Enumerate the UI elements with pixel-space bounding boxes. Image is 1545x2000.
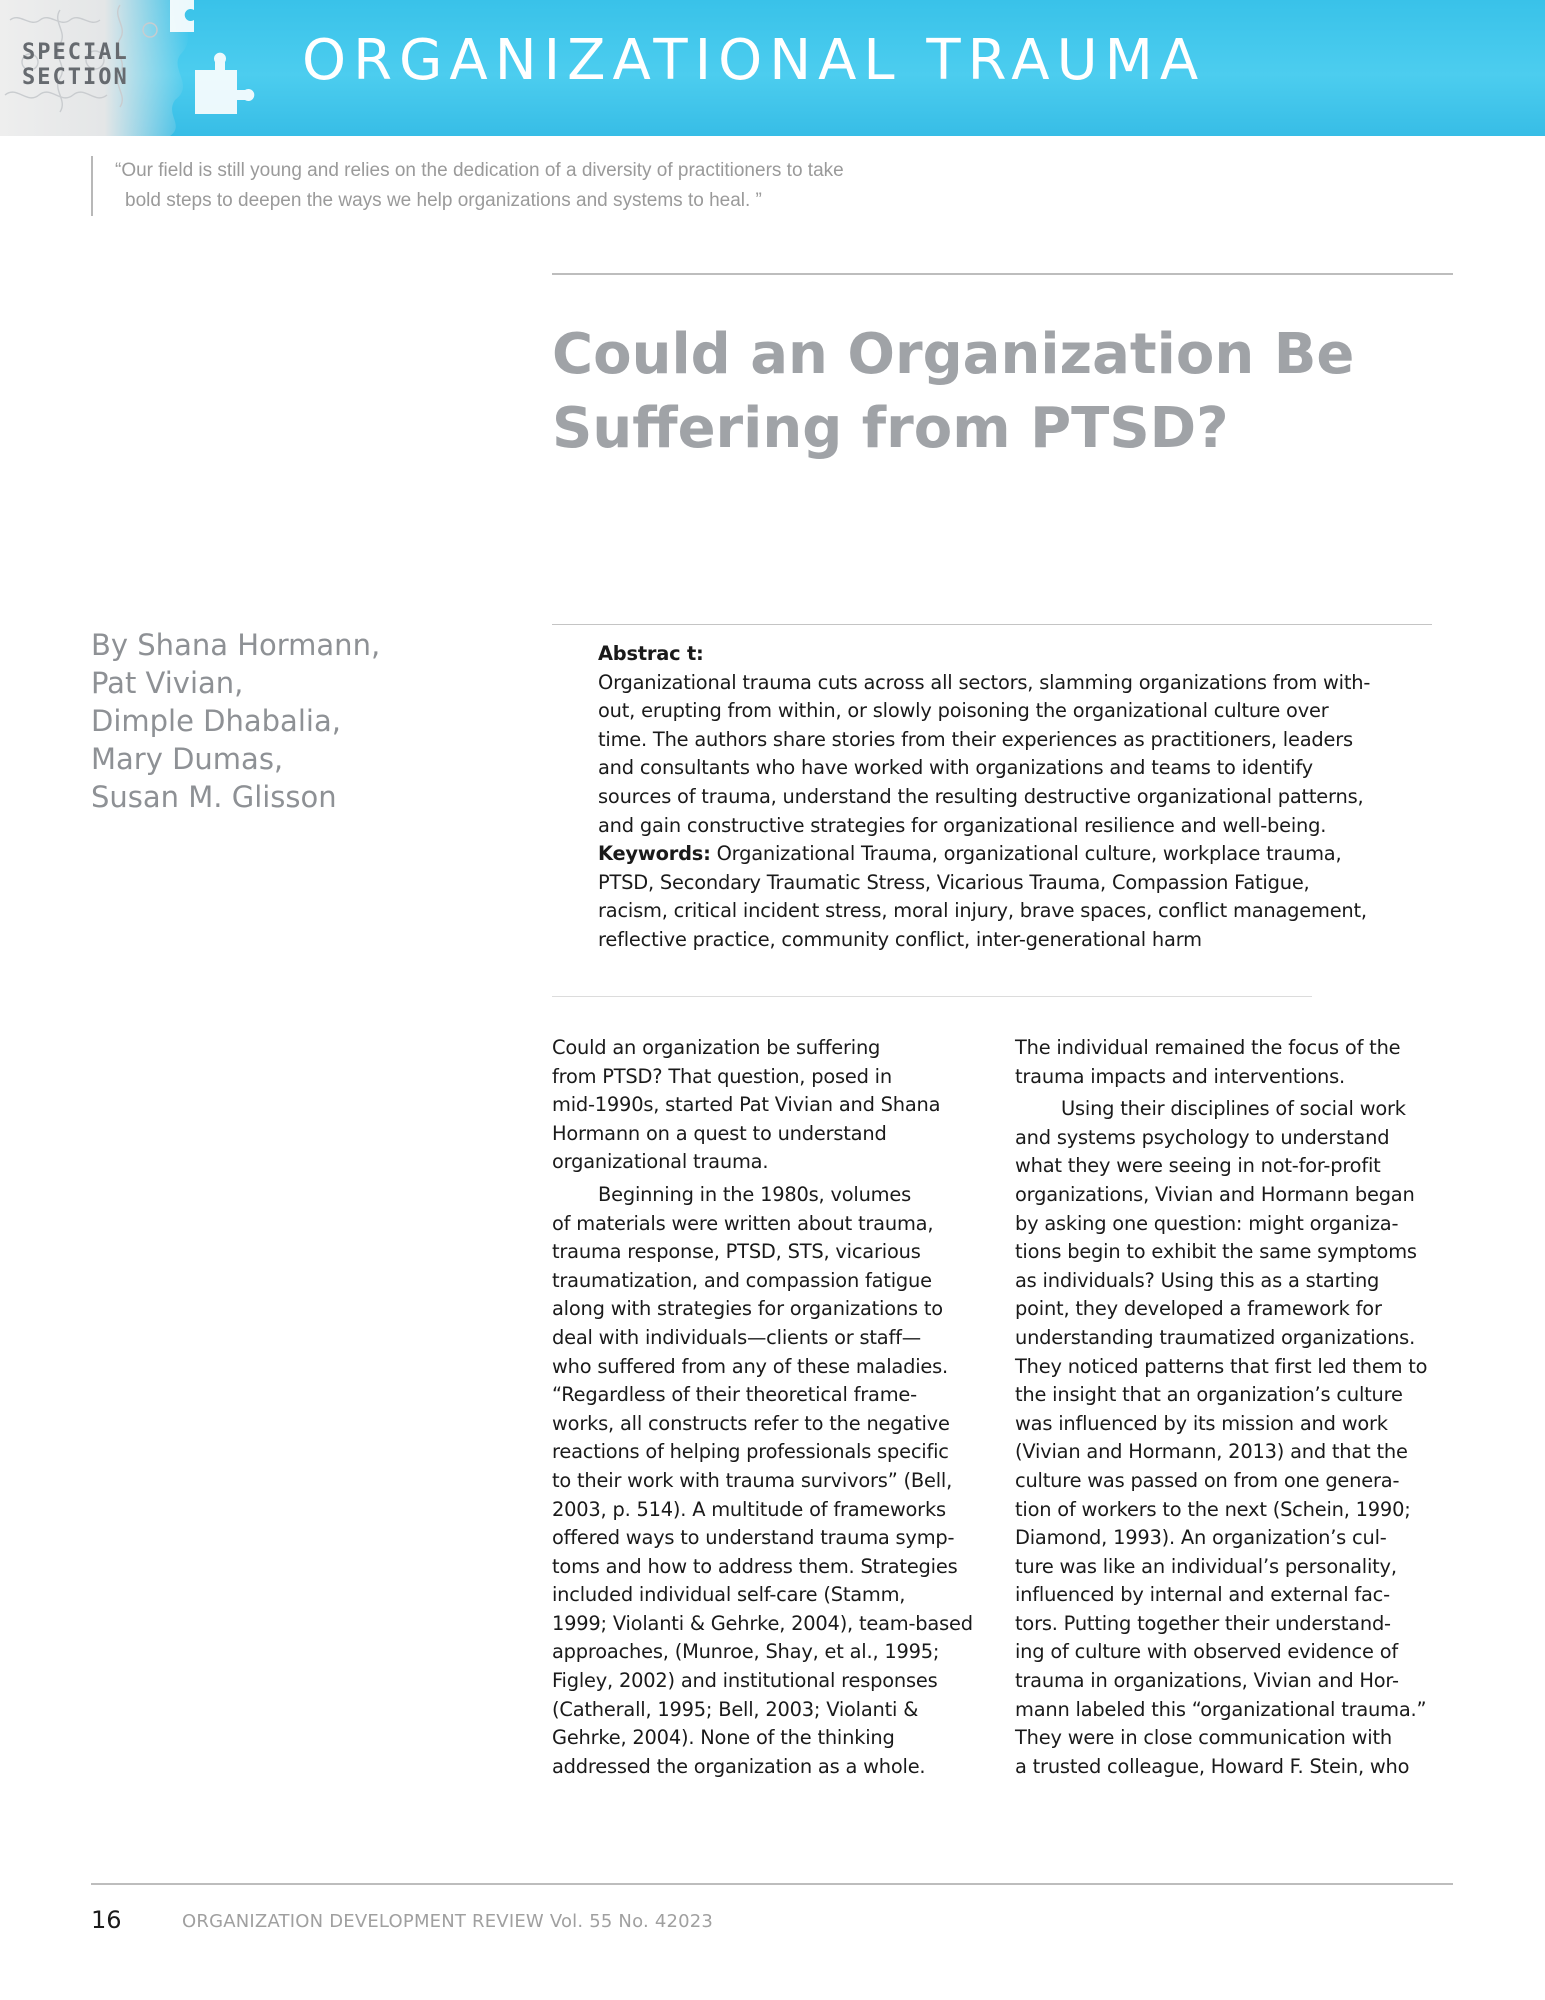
page-number: 16 xyxy=(91,1906,122,1934)
body-line: as individuals? Using this as a starting xyxy=(1015,1268,1380,1292)
body-paragraph xyxy=(1015,1095,1427,1781)
title-top-rule xyxy=(552,273,1453,275)
body-line: mann labeled this “organizational trauma.” xyxy=(1015,1697,1427,1721)
special-section-badge xyxy=(22,40,129,90)
body-line: understanding traumatized organizations. xyxy=(1015,1325,1416,1349)
body-line: toms and how to address them. Strategies xyxy=(552,1554,958,1578)
author-3: Dimple Dhabalia, xyxy=(91,704,341,738)
body-paragraph xyxy=(1015,1034,1427,1091)
keywords-text: Organizational Trauma, organizational culture, workplace trauma, xyxy=(710,842,1342,866)
body-line: tion of workers to the next (Schein, 1990; xyxy=(1015,1497,1411,1521)
keywords-line: racism, critical incident stress, moral injury, brave spaces, conflict management, xyxy=(598,899,1367,923)
article-title xyxy=(552,318,1452,466)
body-line: point, they developed a framework for xyxy=(1015,1297,1382,1321)
body-line: Diamond, 1993). An organization’s cul- xyxy=(1015,1526,1387,1550)
abstract-line: Organizational trauma cuts across all sectors, slamming organizations from with- xyxy=(598,670,1371,694)
body-paragraph xyxy=(552,1181,973,1781)
body-line: approaches, (Munroe, Shay, et al., 1995; xyxy=(552,1640,940,1664)
body-line: organizations, Vivian and Hormann began xyxy=(1015,1182,1415,1206)
body-line: deal with individuals—clients or staff— xyxy=(552,1325,921,1349)
body-line: Hormann on a quest to understand xyxy=(552,1121,887,1145)
body-line: addressed the organization as a whole. xyxy=(552,1754,926,1778)
abstract-line: and gain constructive strategies for organizational resilience and well-being. xyxy=(598,813,1327,837)
abstract-bottom-rule xyxy=(552,996,1312,997)
section-banner xyxy=(0,0,1545,136)
body-line: “Regardless of their theoretical frame- xyxy=(552,1383,917,1407)
body-line: offered ways to understand trauma symp- xyxy=(552,1526,955,1550)
body-line: who suffered from any of these maladies. xyxy=(552,1354,949,1378)
keywords-line: PTSD, Secondary Traumatic Stress, Vicarious Trauma, Compassion Fatigue, xyxy=(598,870,1310,894)
body-line: (Vivian and Hormann, 2013) and that the xyxy=(1015,1440,1408,1464)
footer-rule xyxy=(91,1883,1453,1885)
body-line: included individual self-care (Stamm, xyxy=(552,1583,906,1607)
body-line: culture was passed on from one genera- xyxy=(1015,1468,1400,1492)
abstract-label: Abstrac t: xyxy=(598,642,704,665)
section-title: ORGANIZATIONAL TRAUMA xyxy=(302,28,1206,93)
body-paragraph xyxy=(552,1034,973,1177)
badge-line-2: SECTION xyxy=(22,65,129,90)
author-5: Susan M. Glisson xyxy=(91,780,337,814)
title-line-2: Suffering from PTSD? xyxy=(552,396,1229,461)
abstract-line: sources of trauma, understand the resulting destructive organizational patterns, xyxy=(598,784,1364,808)
body-line: Could an organization be suffering xyxy=(552,1036,881,1059)
body-line: the insight that an organization’s culture xyxy=(1015,1383,1403,1407)
body-line: trauma impacts and interventions. xyxy=(1015,1064,1346,1088)
abstract-block xyxy=(598,640,1428,955)
body-line: of materials were written about trauma, xyxy=(552,1211,934,1235)
body-line: influenced by internal and external fac- xyxy=(1015,1583,1390,1607)
body-line: trauma response, PTSD, STS, vicarious xyxy=(552,1240,921,1264)
body-line: (Catherall, 1995; Bell, 2003; Violanti & xyxy=(552,1697,919,1721)
body-line: from PTSD? That question, posed in xyxy=(552,1064,892,1088)
author-2: Pat Vivian, xyxy=(91,666,244,700)
body-line: ing of culture with observed evidence of xyxy=(1015,1640,1398,1664)
body-line: tors. Putting together their understand- xyxy=(1015,1611,1391,1635)
body-line: by asking one question: might organiza- xyxy=(1015,1211,1399,1235)
body-line: tions begin to exhibit the same symptoms xyxy=(1015,1240,1417,1264)
body-line: to their work with trauma survivors” (Bell, xyxy=(552,1468,953,1492)
abstract-line: and consultants who have worked with organizations and teams to identify xyxy=(598,756,1313,780)
author-4: Mary Dumas, xyxy=(91,742,284,776)
pull-quote-line-2: bold steps to deepen the ways we help organizations and systems to heal. ” xyxy=(125,190,762,211)
abstract-line: out, erupting from within, or slowly poisoning the organizational culture over xyxy=(598,699,1329,723)
body-line: ture was like an individual’s personality, xyxy=(1015,1554,1397,1578)
pull-quote xyxy=(91,156,1015,216)
author-list xyxy=(91,626,511,816)
body-line: The individual remained the focus of the xyxy=(1015,1036,1401,1059)
keywords-line: reflective practice, community conflict, inter-generational harm xyxy=(598,927,1202,951)
author-1: By Shana Hormann, xyxy=(91,628,381,662)
abstract-line: time. The authors share stories from their experiences as practitioners, leaders xyxy=(598,727,1353,751)
body-line: Beginning in the 1980s, volumes xyxy=(598,1182,911,1206)
body-line: They were in close communication with xyxy=(1015,1726,1392,1750)
body-line: 2003, p. 514). A multitude of frameworks xyxy=(552,1497,946,1521)
body-line: reactions of helping professionals specific xyxy=(552,1440,949,1464)
pull-quote-line-1: “Our field is still young and relies on the dedication of a diversity of practitioners to take xyxy=(115,160,844,181)
body-line: Gehrke, 2004). None of the thinking xyxy=(552,1726,895,1750)
body-column-2 xyxy=(1015,1034,1427,1781)
title-line-1: Could an Organization Be xyxy=(552,322,1355,387)
badge-line-1: SPECIAL xyxy=(22,40,129,65)
body-line: They noticed patterns that first led them to xyxy=(1015,1354,1428,1378)
body-line: traumatization, and compassion fatigue xyxy=(552,1268,932,1292)
body-line: along with strategies for organizations to xyxy=(552,1297,943,1321)
body-line: was influenced by its mission and work xyxy=(1015,1411,1388,1435)
keywords-label: Keywords: xyxy=(598,842,711,866)
body-line: works, all constructs refer to the negative xyxy=(552,1411,950,1435)
body-column-1 xyxy=(552,1034,973,1781)
body-line: what they were seeing in not-for-profit xyxy=(1015,1154,1381,1178)
body-line: Using their disciplines of social work xyxy=(1061,1097,1406,1121)
body-line: and systems psychology to understand xyxy=(1015,1125,1390,1149)
body-line: 1999; Violanti & Gehrke, 2004), team-based xyxy=(552,1611,973,1635)
abstract-top-rule xyxy=(552,624,1432,625)
keywords-line xyxy=(598,840,1428,869)
body-line: mid-1990s, started Pat Vivian and Shana xyxy=(552,1093,941,1117)
body-line: a trusted colleague, Howard F. Stein, who xyxy=(1015,1754,1410,1778)
body-line: Figley, 2002) and institutional responses xyxy=(552,1669,938,1693)
body-line: organizational trauma. xyxy=(552,1150,769,1174)
journal-citation: ORGANIZATION DEVELOPMENT REVIEW Vol. 55 No. 42023 xyxy=(182,1911,714,1932)
body-line: trauma in organizations, Vivian and Hor- xyxy=(1015,1669,1399,1693)
